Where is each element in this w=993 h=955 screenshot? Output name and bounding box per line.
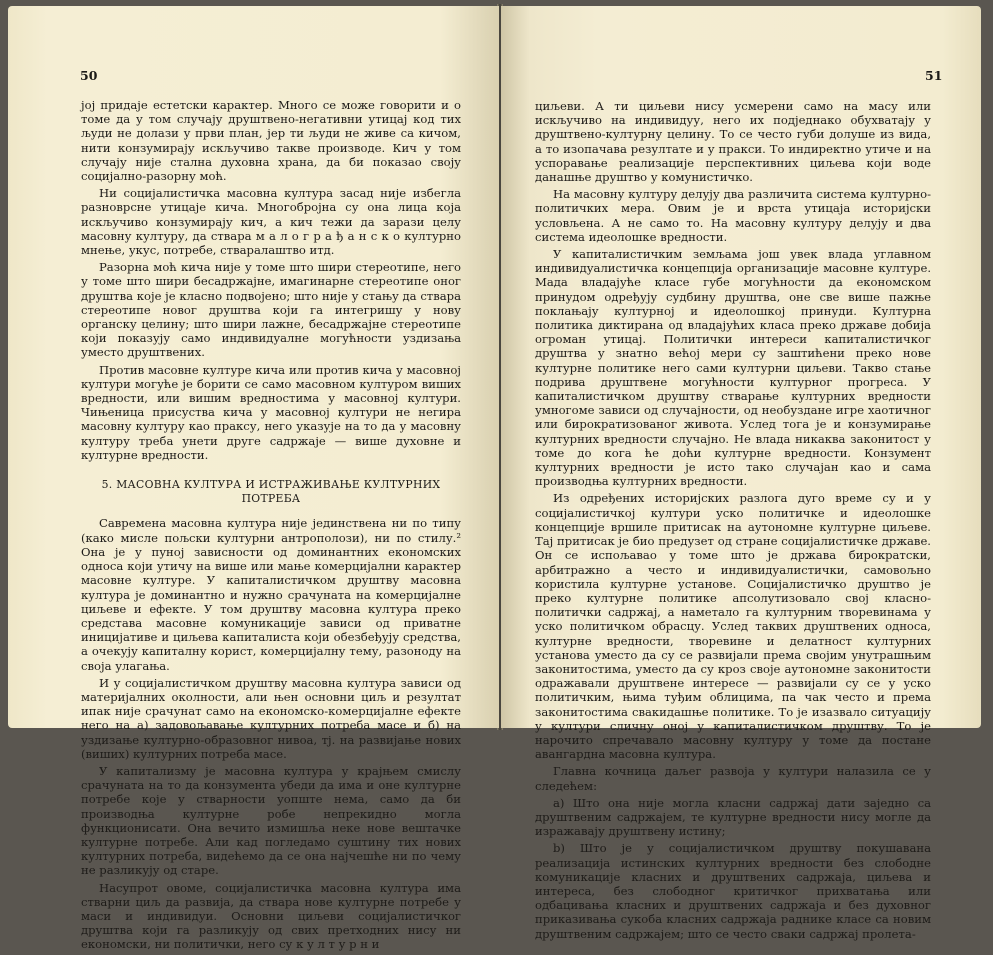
paragraph: јој придаје естетски карактер. Много се може говорити и о томе да у том случају друштвено-негативни утицај код тих људи не долази у први план, јер ти људи не живе са кичом, нити конзумирају искључиво такве производе. Кич у том случају није стална духовна храна, да би показао своју социјално-разорну моћ. [81,98,461,184]
right-page-text [535,99,931,944]
page-number-right: 51 [925,68,943,83]
paragraph: циљеви. А ти циљеви нису усмерени само на масу или искључиво на индивидуу, него их подједнако обухватају у друштвено-културну целину. То се често губи долуше из вида, а то изопачава резултате и у пракси. То индиректно утиче и на успоравање реализације перспективних циљева који воде данашње друштво у комунистичко. [535,99,931,185]
paragraph: Савремена масовна култура није јединствена ни по типу (како мисле пољски културни антрополози), ни по стилу.² Она је у пуној зависности од доминантних економских односа који утичу на више или мање комерцијални карактер масовне културе. У капиталистичком друштву масовна култура је доминантно и нужно срачуната на комерцијалне циљеве и ефекте. У том друштву масовна култура преко средстава масовне комуникације зависи од приватне иницијативе и циљева капиталиста који обезбеђују средства, а очекују капиталну корист, комерцијалну тему, разоноду на своја улагања. [81,516,461,673]
paragraph: Насупрот овоме, социјалистичка масовна култура има стварни циљ да развија, да ствара нове културне потребе у маси и индивидуи. Основни циљеви социјалистичког друштва који га разликују од свих претходних нису ни економски, ни политички, него су к у л т у р н и [81,880,461,952]
paragraph: У капитализму је масовна култура у крајњем смислу срачуната на то да конзумента убеди да има и оне културне потребе које у стварности уопште нема, само да би производња културне робе непрекидно могла функционисати. Она вечито измишља неке нове вештачке културне потребе. Али кад погледамо суштину тих нових културних потреба, видећемо да се она најчешће ни по чему не разликују од старе. [81,763,461,878]
paragraph: И у социјалистичком друштву масовна култура зависи од материјалних околности, али њен основни циљ и резултат ипак није срачунат само на економско-комерцијалне ефекте него на а) задовољавање културних потреба масе и б) на уздизање културно-образовног нивоа, тј. на развијање нових (виших) културних потреба масе. [81,675,461,761]
right-page [501,6,981,941]
left-page-text [81,98,461,955]
paragraph: Против масовне културе кича или против кича у масовној култури могуће је борити се само масовном културом виших вредности, или вишим вредностима у масовној култури. Чињеница присуства кича у масовној култури не негира масовну културу као праксу, него указује на то да у масовну културу треба унети друге садржаје — више духовне и културне вредности. [81,362,461,462]
paragraph: Ни социјалистичка масовна култура засад није избегла разноврсне утицаје кича. Многобројна су она лица која искључиво конзумирају кич, а кич тежи да зарази целу масовну културу, да ствара м а л о г р а ђ а н с к о културно мнење, укус, потребе, стваралаштво итд. [81,186,461,258]
left-page [8,6,499,952]
paragraph: На масовну културу делују два различита система културно-политичких мера. Овим је и врста утицаја историјски условљена. А не само то. На масовну културу делују и два система идеолошке вредности. [535,187,931,244]
section-heading: 5. МАСОВНА КУЛТУРА И ИСТРАЖИВАЊЕ КУЛТУРНИХ ПОТРЕБА [101,478,441,506]
page-number-left: 50 [80,68,98,83]
list-item: а) Што она није могла класни садржај дати заједно са друштвеним садржајем, те културне вредности нису могле да изражавају друштвену истину; [535,795,931,839]
paragraph: Главна кочница даљег развоја у култури налазила се у следећем: [535,764,931,793]
paragraph: Разорна моћ кича није у томе што шири стереотипе, него у томе што шири бесадржајне, имагинарне стереотипе оног друштва које је класно подвојено; што није у стању да ствара стереотипе новог друштва који га интегришу у нову органску целину; што шири лажне, бесадржајне стереотипе који показују само индивидуалне могућности уздизања уместо друштвених. [81,260,461,360]
paragraph: Из одређених историјских разлога дуго време су и у социјалистичкој култури уско политичке и идеолошке концепције вршиле притисак на аутономне културне циљеве. Тај притисак је био предузет од стране социјалистичке државе. Он се испољавао у томе што је држава бирократски, арбитражно а често и индивидуалистички, самовољно користила културне установе. Социјалистичко друштво је преко културне политике апсолутизовало свој класно-политички садржај, а наметало га културним творевинама у уско политичком обрасцу. Услед таквих друштвених односа, културне вредности, творевине и делатност културних установа уместо да су се развијали према својим унутрашњим законитостима, уместо да су кроз своје аутономне законитости одражавали друштвене интересе — развијали су се у уско политичким, њима туђим облицима, па чак често и према законитостима свакидашње политике. То је изазвало ситуацију у култури сличну оној у капиталистичком друштву. То је нарочито спречавало масовну културу у томе да постане авангардна масовна култура. [535,491,931,762]
list-item: b) Што је у социјалистичком друштву покушавана реализација истинских културних вредности без слободне комуникације класних и друштвених садржаја, циљева и интереса, без слободног критичког прихватања или одбацивања класних и друштвених садржаја и без духовног приказивања сукоба класних садржаја раднике класе са новим друштвеним садржајем; што се често сваки садржај пролета- [535,841,931,941]
paragraph: У капиталистичким земљама још увек влада углавном индивидуалистичка концепција организације масовне културе. Мада владајуће класе губе могућности да економском принудом одређују судбину друштва, оне све више пажње поклањају културној и идеолошкој принуди. Културна политика диктирана од владајућих класа преко државе добија огроман утицај. Политички интереси капиталистичког друштва у знатно већој мери су заштићени преко нове културне политике него сами културни циљеви. Такво стање подрива друштвене могућности културног прогреса. У капиталистичком друштву стварање културних вредности умногоме зависи од случајности, од необуздане игре хаотичног или бирократизованог живота. Услед тога је и конзумирање културних вредности случајно. Не влада никаква законитост у томе до кога ће доћи културне вредности. Конзумент културних вредности је исто тако случајан као и сама производња културних вредности. [535,247,931,489]
